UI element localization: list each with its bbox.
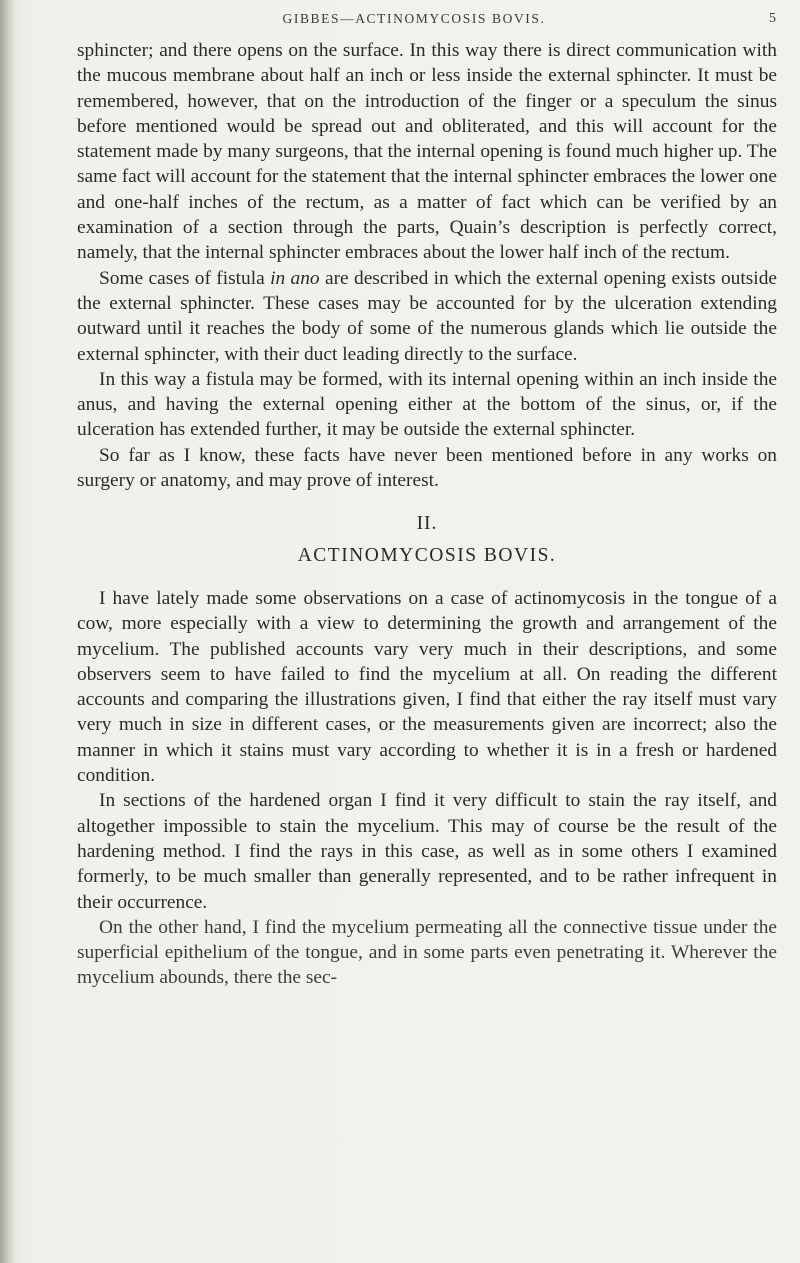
body-text (77, 38, 777, 991)
paragraph-observations: I have lately made some observations on a case of actinomycosis in the tongue of a cow, more especially with a view to determining the growth and arrangement of the mycelium. The published accounts vary very much in their descriptions, and some observers seem to have failed to find the mycelium at all. On reading the different accounts and comparing the illustrations given, I find that either the ray itself must vary very much in size in different cases, or the measurements given are incorrect; also the manner in which it stains must vary according to whether it is in a fresh or hardened condition. (77, 587, 777, 787)
page-number: 5 (769, 11, 776, 26)
paragraph-so-far: So far as I know, these facts have never been mentioned before in any works on surgery or anatomy, and may prove of interest. (77, 444, 777, 492)
paragraph-continuation: sphincter; and there opens on the surface. In this way there is direct communication with the mucous membrane about half an inch or less inside the external sphincter. It must be remembered, however, that on the introduction of the finger or a speculum the sinus before mentioned would be spread out and obliterated, and this will account for the statement made by many surgeons, that the internal opening is found much higher up. The same fact will account for the statement that the internal sphincter embraces the lower one and one-half inches of the rectum, as a matter of fact which can be verified by an examination of a section through the parts, Quain’s description is perfectly correct, namely, that the internal sphincter embraces about the lower half inch of the rectum. (77, 40, 777, 264)
fistula-text-start: Some cases of fistula (99, 267, 271, 289)
section-number: II. (416, 513, 438, 535)
binding-shadow (0, 0, 14, 1263)
paragraph-fistula-formation: In this way a fistula may be formed, with its internal opening within an inch inside the anus, and having the external opening either at the bottom of the sinus, or, if the ulceration has extended further, it may be outside the external sphincter. (77, 368, 777, 441)
fistula-text-end: are described in which the external opening exists outside the external sphincter. These cases may be accounted for by the ulceration extending outward until it reaches the body of some of the numerous glands which lie outside the external sphincter, with their duct leading directly to the surface. (77, 267, 777, 365)
paragraph-mycelium: On the other hand, I find the mycelium permeating all the connective tissue under the superficial epithelium of the tongue, and in some parts even penetrating it. Wherever the mycelium abounds, there the sec- (77, 916, 777, 989)
paragraph-hardened-organ: In sections of the hardened organ I find it very difficult to stain the ray itself, and altogether impossible to stain the mycelium. This may of course be the result of the hardening method. I find the rays in this case, as well as in some others I examined formerly, to be much smaller than generally represented, and to be rather infrequent in their occurrence. (77, 790, 777, 913)
paragraph-fistula-in-ano (77, 266, 777, 367)
running-title: GIBBES—ACTINOMYCOSIS BOVIS. (282, 11, 546, 26)
running-head (60, 4, 776, 34)
fistula-italic-term: in ano (270, 267, 320, 289)
section-title: ACTINOMYCOSIS BOVIS. (297, 544, 557, 566)
